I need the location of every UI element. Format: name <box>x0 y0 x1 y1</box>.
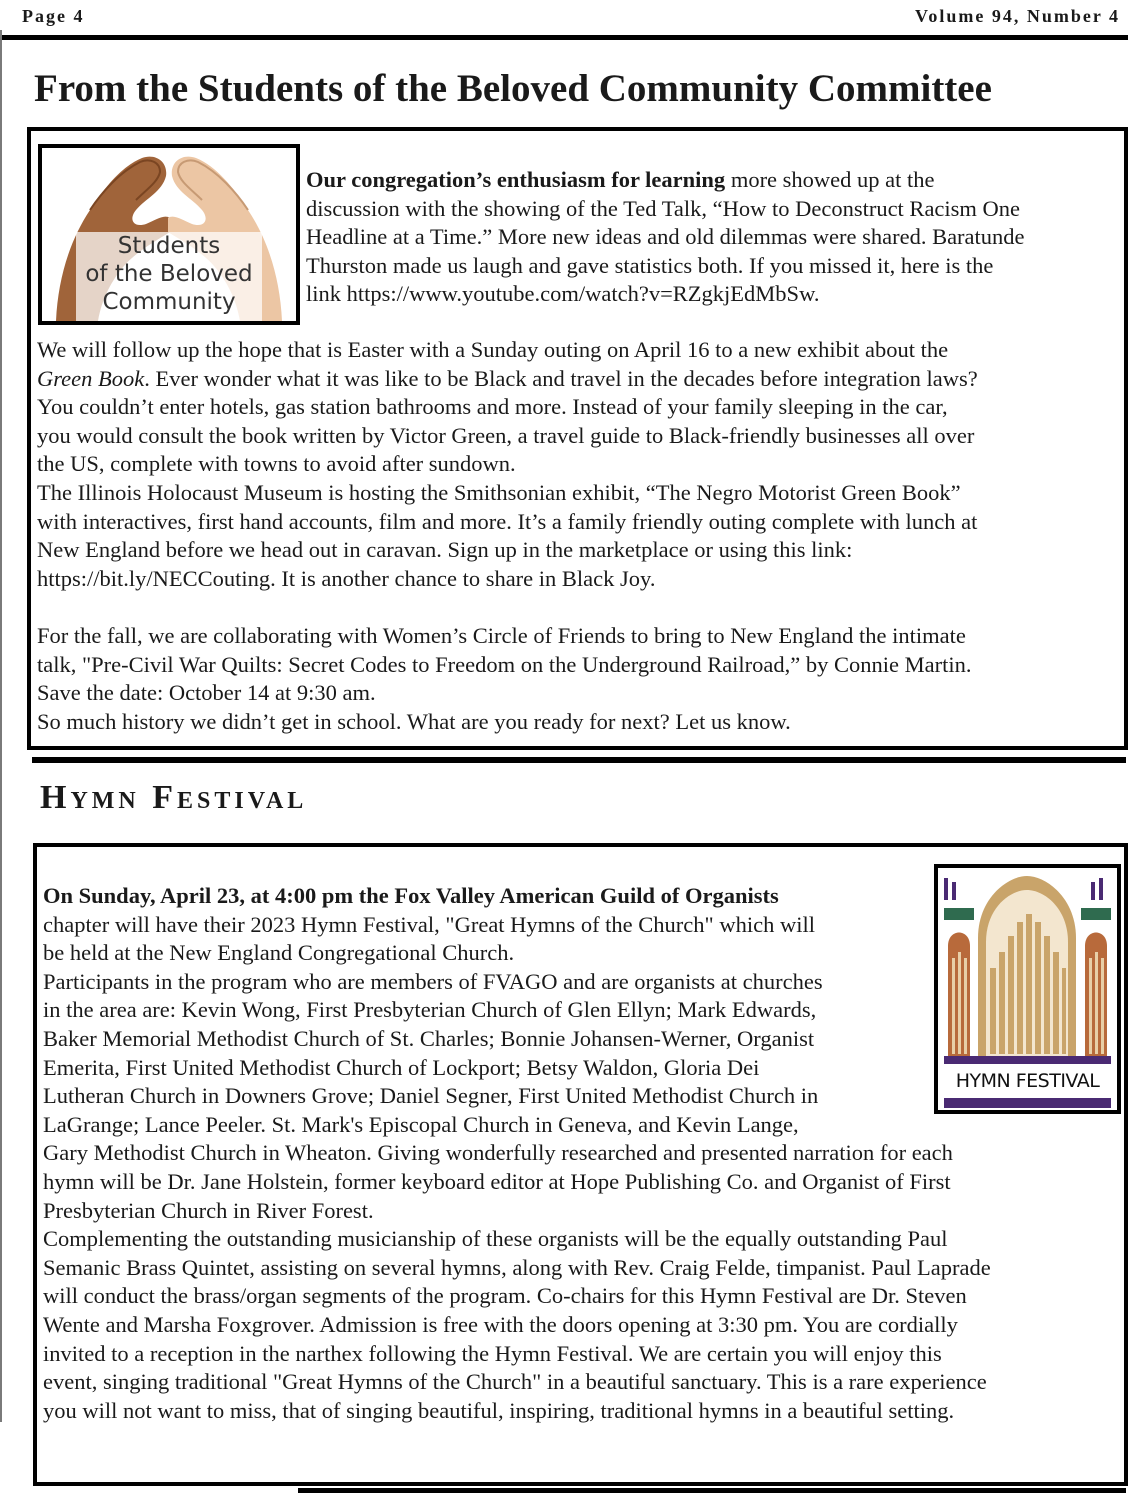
left-margin-rule <box>0 30 2 1422</box>
text-line <box>37 365 978 394</box>
text-line: Complementing the outstanding musicianship of these organists will be the equally outstanding Paul <box>43 1226 948 1252</box>
bold-lead: Our congregation’s enthusiasm for learning <box>306 167 726 192</box>
text-line: Gary Methodist Church in Wheaton. Giving wonderfully researched and presented narration for each <box>43 1140 953 1166</box>
text-line: The Illinois Holocaust Museum is hosting the Smithsonian exhibit, “The Negro Motorist Green Book” <box>37 479 961 505</box>
text-line <box>43 882 991 911</box>
text-line: We will follow up the hope that is Easter with a Sunday outing on April 16 to a new exhibit about the <box>37 337 949 362</box>
text-line: the US, complete with towns to avoid after sundown. <box>37 451 516 477</box>
text-line: discussion with the showing of the Ted Talk, “How to Deconstruct Racism One <box>306 195 1021 221</box>
section-title-beloved-community: From the Students of the Beloved Community Committee <box>34 67 992 110</box>
text-line: event, singing traditional "Great Hymns of the Church" in a beautiful sanctuary. This is a rare experience <box>43 1369 987 1395</box>
text-line: talk, "Pre-Civil War Quilts: Secret Codes to Freedom on the Underground Railroad,” by Connie Martin. <box>37 651 972 677</box>
text-line: Save the date: October 14 at 9:30 am. <box>37 680 376 706</box>
text-span: . Ever wonder what it was like to be Black and travel in the decades before integration laws? <box>144 365 978 391</box>
section-divider-rule <box>32 757 1126 763</box>
text-line: chapter will have their 2023 Hymn Festival, "Great Hymns of the Church" which will <box>43 911 815 937</box>
volume-number: Volume 94, Number 4 <box>914 6 1120 26</box>
intro-paragraph <box>306 166 1025 309</box>
logo-caption: HYMN FESTIVAL <box>955 1070 1100 1092</box>
text-span: more showed up at the <box>725 167 935 192</box>
text-line: you will not want to miss, that of singing beautiful, inspiring, traditional hymns in a beautiful setting. <box>43 1397 955 1423</box>
text-line: LaGrange; Lance Peeler. St. Mark's Episcopal Church in Geneva, and Kevin Lange, <box>43 1111 799 1137</box>
footer-rule <box>298 1488 1126 1493</box>
text-line: link https://www.youtube.com/watch?v=RZgkjEdMbSw. <box>306 281 820 307</box>
logo-caption <box>42 232 296 316</box>
text-line: Baker Memorial Methodist Church of St. Charles; Bonnie Johansen-Werner, Organist <box>43 1025 815 1051</box>
text-line: Headline at a Time.” More new ideas and old dilemmas were shared. Baratunde <box>306 224 1025 250</box>
text-line: New England before we head out in caravan. Sign up in the marketplace or using this link: <box>37 537 853 563</box>
text-line: invited to a reception in the narthex following the Hymn Festival. We are certain you will enjoy this <box>43 1340 942 1366</box>
logo-caption-line: of the Beloved <box>85 261 253 287</box>
hymn-festival-paragraph <box>43 882 991 1425</box>
logo-caption-line: Community <box>102 289 236 315</box>
text-line: in the area are: Kevin Wong, First Presbyterian Church of Glen Ellyn; Mark Edwards, <box>43 997 817 1023</box>
text-line: So much history we didn’t get in school. What are you ready for next? Let us know. <box>37 708 791 734</box>
beloved-community-logo <box>38 144 300 325</box>
text-line: Presbyterian Church in River Forest. <box>43 1197 374 1223</box>
text-line: Semanic Brass Quintet, assisting on several hymns, along with Rev. Craig Felde, timpanist. Paul Laprade <box>43 1254 991 1280</box>
text-line: will conduct the brass/organ segments of the program. Co-chairs for this Hymn Festival are Dr. Steven <box>43 1283 967 1309</box>
text-line: Wente and Marsha Foxgrover. Admission is free with the doors opening at 3:30 pm. You are cordially <box>43 1311 958 1337</box>
text-line: Emerita, First United Methodist Church of Lockport; Betsy Waldon, Gloria Dei <box>43 1054 760 1080</box>
text-line: Participants in the program who are members of FVAGO and are organists at churches <box>43 968 823 994</box>
text-line: you would consult the book written by Victor Green, a travel guide to Black-friendly businesses all over <box>37 422 975 448</box>
text-line: https://bit.ly/NECCouting. It is another chance to share in Black Joy. <box>37 565 656 591</box>
text-line: with interactives, first hand accounts, film and more. It’s a family friendly outing complete with lunch at <box>37 508 978 534</box>
text-line: You couldn’t enter hotels, gas station bathrooms and more. Instead of your family sleeping in the car, <box>37 394 948 420</box>
header-rule <box>2 35 1128 40</box>
section-title-hymn-festival: Hymn Festival <box>40 779 308 816</box>
text-line: hymn will be Dr. Jane Holstein, former keyboard editor at Hope Publishing Co. and Organist of First <box>43 1168 951 1194</box>
bold-lead: On Sunday, April 23, at 4:00 pm the Fox Valley American Guild of Organists <box>43 883 779 908</box>
page-number: Page 4 <box>22 6 85 26</box>
text-line: Thurston made us laugh and gave statistics both. If you missed it, here is the <box>306 252 994 278</box>
blank-line <box>37 593 978 622</box>
italic-title: Green Book <box>37 365 145 391</box>
text-line: be held at the New England Congregational Church. <box>43 940 515 966</box>
text-line: Lutheran Church in Downers Grove; Daniel Segner, First United Methodist Church in <box>43 1083 819 1109</box>
text-line <box>306 166 1025 195</box>
logo-caption-line: Students <box>117 233 221 259</box>
text-line: For the fall, we are collaborating with Women’s Circle of Friends to bring to New England the intimate <box>37 622 966 648</box>
outing-paragraph <box>37 336 978 736</box>
